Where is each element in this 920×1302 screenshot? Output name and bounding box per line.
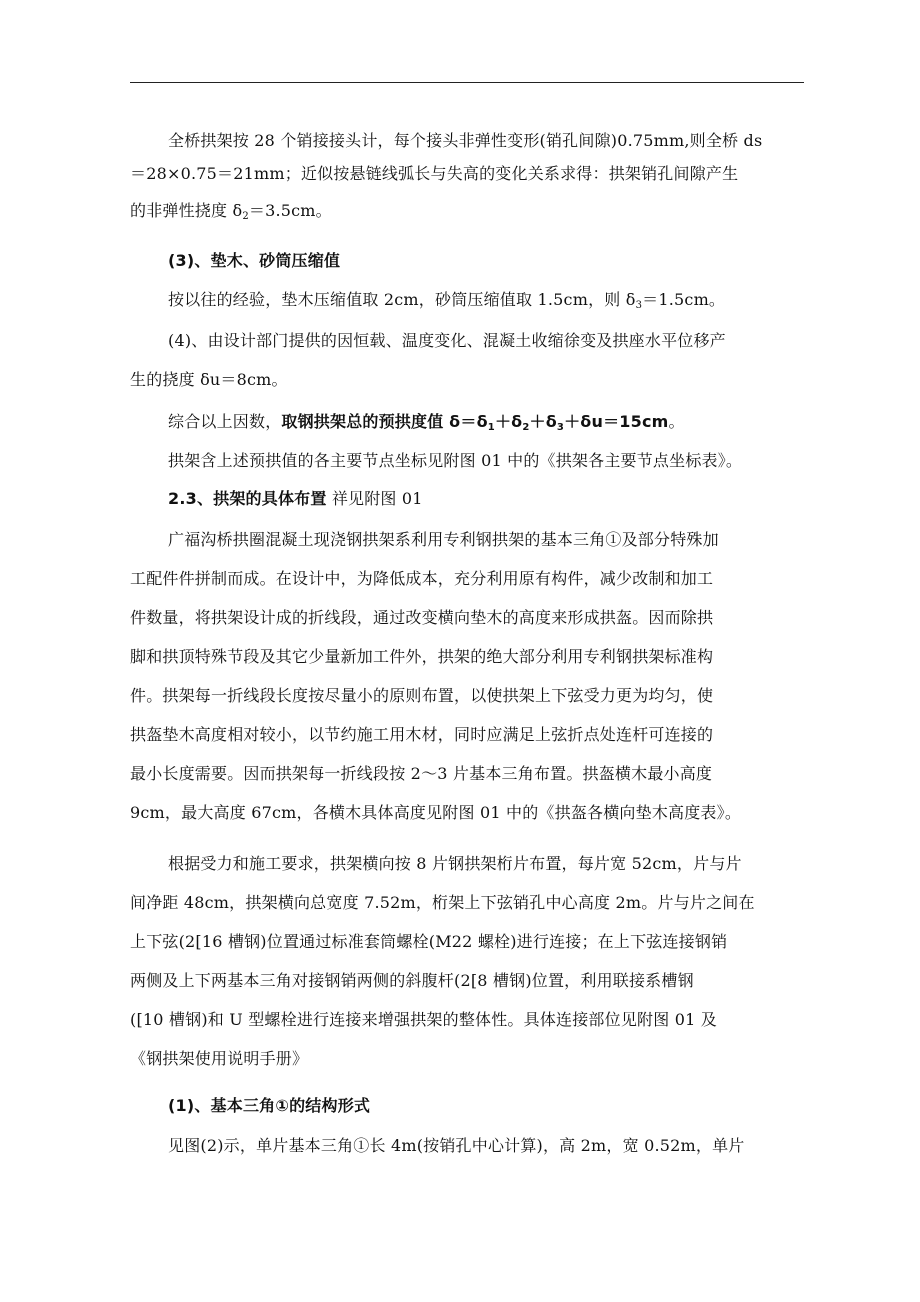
paragraph-line: 最小长度需要。因而拱架每一折线段按 2～3 片基本三角布置。拱盔横木最小高度 (130, 764, 713, 783)
paragraph-line: 件数量，将拱架设计成的折线段，通过改变横向垫木的高度来形成拱盔。因而除拱 (130, 608, 714, 627)
text-line: 拱架含上述预拱值的各主要节点坐标见附图 01 中的《拱架各主要节点坐标表》。 (168, 451, 743, 470)
paragraph-line: 拱盔垫木高度相对较小，以节约施工用木材，同时应满足上弦折点处连杆可连接的 (130, 725, 714, 744)
paragraph-line: 《钢拱架使用说明手册》 (130, 1049, 309, 1068)
section-heading: (3)、垫木、砂筒压缩值 (168, 251, 341, 270)
paragraph-line: 9cm，最大高度 67cm，各横木具体高度见附图 01 中的《拱盔各横向垫木高度表》。 (130, 803, 742, 822)
section-heading: 2.3、拱架的具体布置 祥见附图 01 (168, 489, 423, 508)
section-heading: (4)、由设计部门提供的因恒载、温度变化、混凝土收缩徐变及拱座水平位移产 (168, 331, 726, 350)
text-line: 全桥拱架按 28 个销接接头计，每个接头非弹性变形(销孔间隙)0.75mm,则全桥 ds (168, 131, 763, 150)
text-line: 综合以上因数，取钢拱架总的预拱度值 $\delta=\delta_1+\delta_2+\delta_3+\delta u=15cm$。 (168, 412, 685, 433)
paragraph-line: 根据受力和施工要求，拱架横向按 8 片钢拱架桁片布置，每片宽 52cm，片与片 (168, 854, 742, 873)
text-line: 的非弹性挠度 $\delta_2=3.5cm$。 (130, 201, 332, 222)
header-rule (130, 82, 804, 83)
paragraph-line: 件。拱架每一折线段长度按尽量小的原则布置，以使拱架上下弦受力更为均匀，使 (130, 686, 714, 705)
paragraph-line: 工配件件拼制而成。在设计中，为降低成本，充分利用原有构件，减少改制和加工 (130, 569, 714, 588)
text-line: ＝28×0.75＝21mm；近似按悬链线弧长与失高的变化关系求得：拱架销孔间隙产生 (130, 164, 739, 183)
text-line: 按以往的经验，垫木压缩值取 2cm，砂筒压缩值取 1.5cm，则 $\delta_3=1.5cm$。 (168, 290, 726, 311)
paragraph-line: 上下弦(2[16 槽钢)位置通过标准套筒螺栓(M22 螺栓)进行连接；在上下弦连接钢销 (130, 932, 728, 951)
paragraph-line: ([10 槽钢)和 U 型螺栓进行连接来增强拱架的整体性。具体连接部位见附图 01 及 (130, 1010, 717, 1029)
paragraph-line: 两侧及上下两基本三角对接钢销两侧的斜腹杆(2[8 槽钢)位置，利用联接系槽钢 (130, 971, 694, 990)
paragraph-line: 广福沟桥拱圈混凝土现浇钢拱架系利用专利钢拱架的基本三角①及部分特殊加 (168, 530, 719, 549)
paragraph-line: 间净距 48cm，拱架横向总宽度 7.52m，桁架上下弦销孔中心高度 2m。片与片之间在 (130, 893, 755, 912)
text-line: 见图(2)示，单片基本三角①长 4m(按销孔中心计算)，高 2m，宽 0.52m，单片 (168, 1136, 745, 1155)
paragraph-line: 脚和拱顶特殊节段及其它少量新加工件外，拱架的绝大部分利用专利钢拱架标准构 (130, 647, 714, 666)
text-line: 生的挠度 δu＝8cm。 (130, 370, 288, 389)
section-heading: (1)、基本三角①的结构形式 (168, 1096, 371, 1115)
